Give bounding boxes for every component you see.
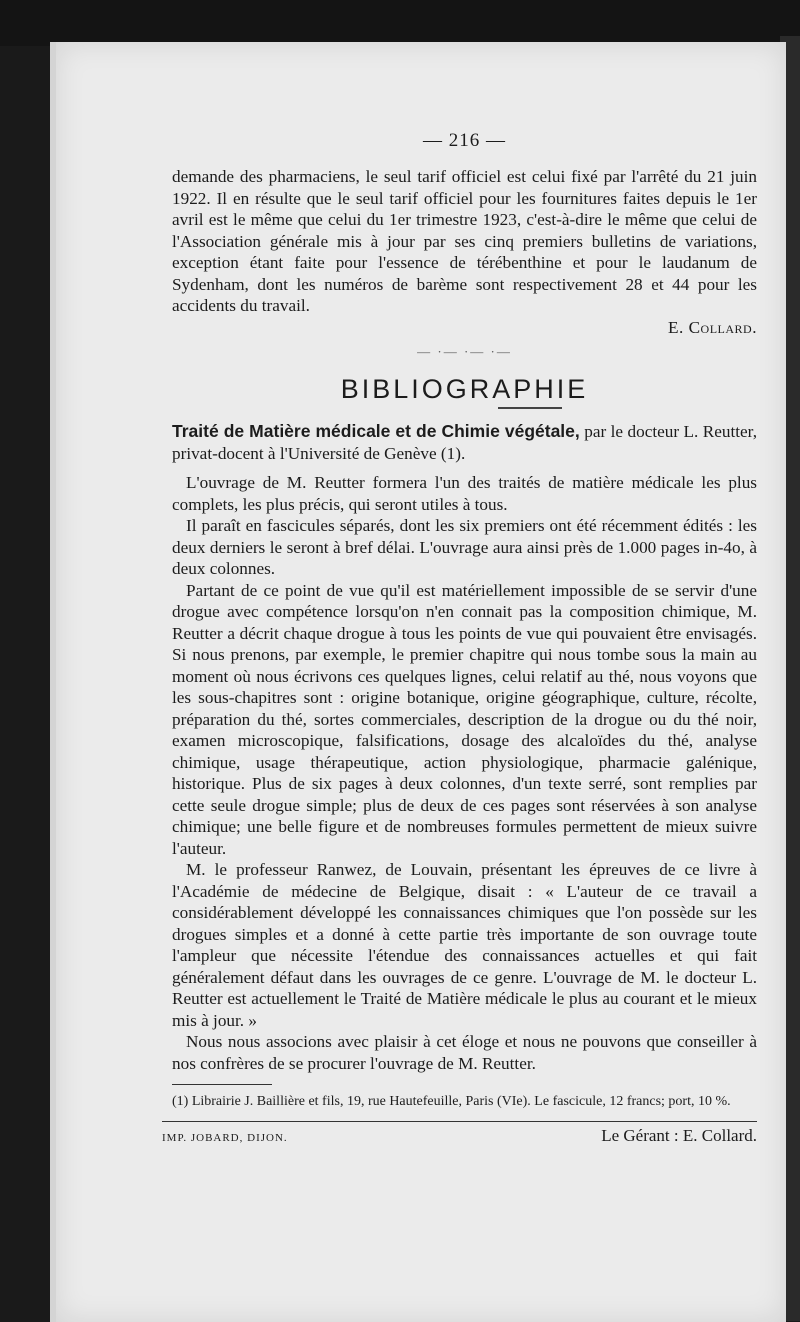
paragraph-5: Nous nous associons avec plaisir à cet éloge et nous ne pouvons que conseiller à nos confrères de se procurer l'ouvrage de M. Reutter. [172,1032,757,1073]
intro-paragraph [172,166,757,338]
printer-name: IMP. JOBARD, DIJON. [162,1132,288,1144]
intro-text: demande des pharmaciens, le seul tarif officiel est celui fixé par l'arrêté du 21 juin 1922. Il en résulte que le seul tarif officiel pour les fournitures faites depuis le 1er avril est le même que celui du 1er trimestre 1923, c'est-à-dire le même que celui de l'Association générale mis à jour par ses cinq premiers bulletins de variations, exception étant faite pour l'essence de térébenthine et pour le laudanum de Sydenham, dont les numéros de barème sont respectivement 28 et 44 pour les accidents du travail. [172,167,757,315]
scan-background-top [0,0,800,46]
book-entry [172,421,757,464]
paragraph-4: M. le professeur Ranwez, de Louvain, présentant les épreuves de ce livre à l'Académie de médecine de Belgique, disait : « L'auteur de ce travail a considérablement développé les connaissances chimiques que l'on possède sur les drogues simples et a donné à cette partie très importante de son ouvrage toute l'ampleur que nécessite l'étendue des connaissances actuelles et qui fait généralement défaut dans les ouvrages de ce genre. L'ouvrage de M. le docteur L. Reutter est actuellement le Traité de Matière médicale le plus au courant et le mieux mis à jour. » [172,860,757,1030]
footnote-rule [172,1084,272,1085]
paragraph-1: L'ouvrage de M. Reutter formera l'un des traités de matière médicale les plus complets, les plus précis, qui seront utiles à tous. [172,473,757,514]
paragraph-2: Il paraît en fascicules séparés, dont les six premiers ont été récemment édités : les deux derniers le seront à bref délai. L'ouvrage aura ainsi près de 1.000 pages in-4o, à deux colonnes. [172,516,757,578]
page-content [162,130,757,1146]
heading-rule [498,407,562,409]
book-title: Traité de Matière médicale et de Chimie végétale, [172,421,580,441]
intro-signature: E. Collard. [667,317,757,337]
footnote: (1) Librairie J. Baillière et fils, 19, rue Hautefeuille, Paris (VIe). Le fascicule, 12 francs; port, 10 %. [172,1094,731,1109]
paragraph-3: Partant de ce point de vue qu'il est matériellement impossible de se servir d'une drogue avec compétence lorsqu'on n'en connait pas la composition chimique, M. Reutter a décrit chaque drogue à tous les points de vue qui pouvaient être envisagés. Si nous prenons, par exemple, le premier chapitre qui nous tombe sous la main au moment où nous écrivons ces quelques lignes, celui relatif au thé, nous voyons que les sous-chapitres sont : origine botanique, origine géographique, culture, récolte, préparation du thé, sortes commerciales, description de la drogue ou du thé noir, examen microscopique, falsifications, dosage des alcaloïdes du thé, analyse chimique, usage thérapeutique, action physiologique, pharmacie galénique, historique. Plus de six pages à deux colonnes, d'un texte serré, sont remplies par cette seule drogue simple; plus de deux de ces pages sont réservées à son analyse chimique; une belle figure et de nombreuses formules permettent de mieux suivre l'auteur. [172,580,757,858]
imprint-rule [162,1121,757,1122]
page-number: — 216 — [423,130,506,151]
section-heading: BIBLIOGRAPHIE [340,374,589,404]
separator: — ·— ·— ·— [417,344,512,359]
book-author-line: par le docteur L. Reutter, privat-docent à l'Université de Genève (1). [172,422,757,463]
gerant-line: Le Gérant : E. Collard. [601,1126,757,1145]
imprint [162,1126,757,1146]
